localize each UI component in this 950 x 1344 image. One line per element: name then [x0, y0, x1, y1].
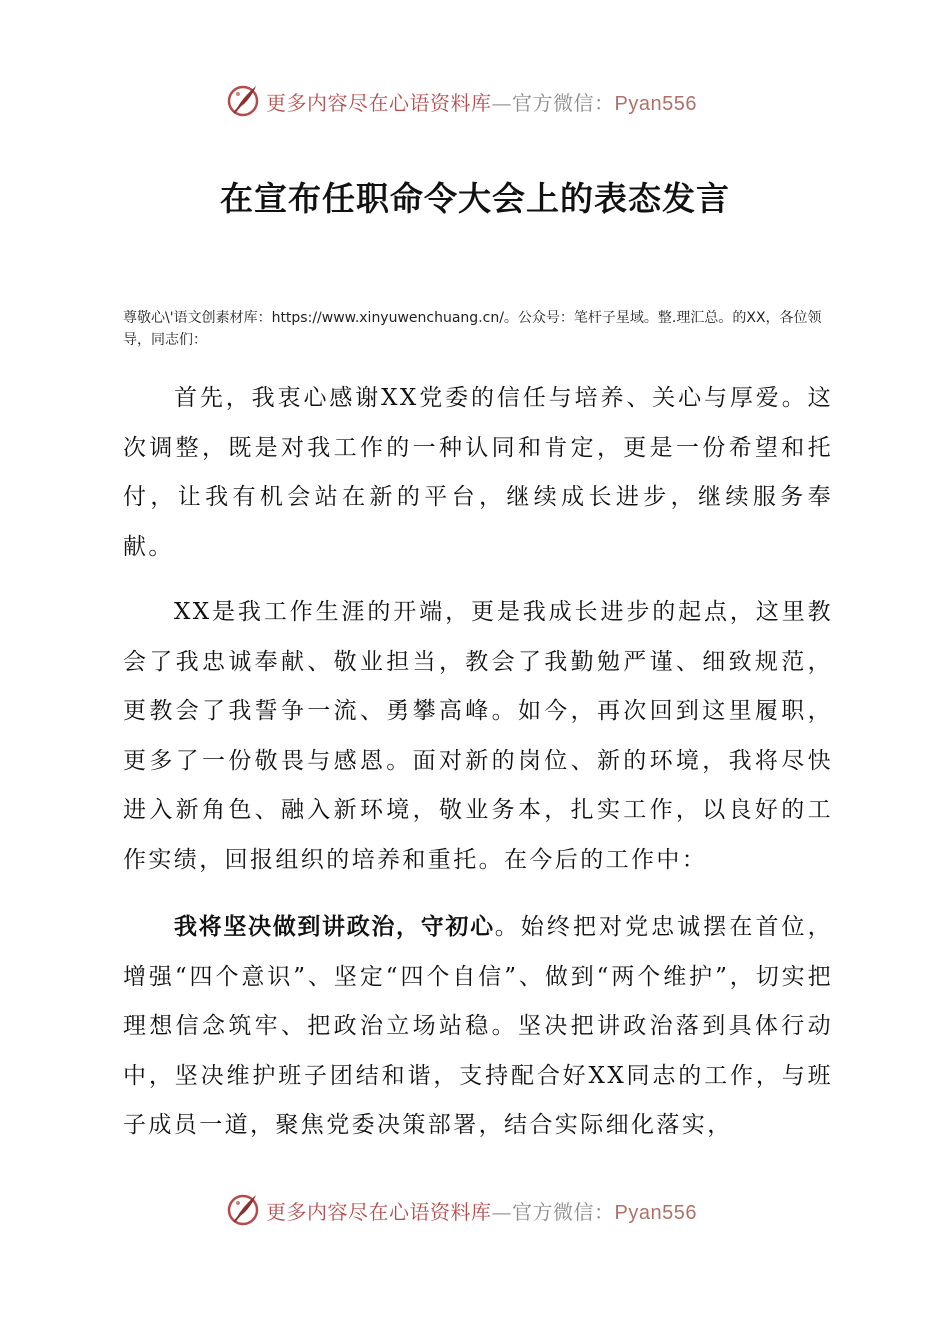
watermark-brand: 更多内容尽在心语资料库	[266, 91, 492, 115]
watermark-wechat-id: Pyan556	[614, 93, 697, 115]
footer-watermark-banner	[0, 1187, 950, 1237]
paragraph-1: 首先，我衷心感谢XX党委的信任与培养、关心与厚爱。这次调整，既是对我工作的一种认同和肯定，更是一份希望和托付，让我有机会站在新的平台，继续成长进步，继续服务奉献。	[123, 385, 833, 560]
watermark-official-label: 官方微信：	[512, 1200, 615, 1224]
watermark-brand: 更多内容尽在心语资料库	[266, 1200, 492, 1224]
watermark-text	[266, 1196, 697, 1225]
paragraph-3-text: 。始终把对党忠诚摆在首位，增强“四个意识”、坚定“四个自信”、做到“两个维护”，切实把理想信念筑牢、把政治立场站稳。坚决把讲政治落到具体行动中，坚决维护班子团结和谐，支持配合好XX同志的工作，与班子成员一道，聚焦党委决策部署，结合实际细化落实，	[123, 914, 833, 1139]
intro-line: 尊敬心\'语文创素材库：https://www.xinyuwenchuang.cn/。公众号：笔杆子星域。整.理汇总。的XX，各位领导，同志们：	[123, 310, 822, 348]
paragraph-3-bold-lead: 我将坚决做到讲政治，守初心	[174, 914, 495, 940]
watermark-dash: —	[491, 91, 512, 115]
watermark-dash: —	[491, 1200, 512, 1224]
watermark-text	[266, 87, 697, 116]
quill-pen-logo-icon	[226, 1189, 264, 1229]
paragraph-3	[123, 903, 833, 1151]
watermark-official-label: 官方微信：	[512, 91, 615, 115]
quill-pen-logo-icon	[226, 80, 264, 120]
header-watermark-banner	[0, 78, 950, 128]
document-title: 在宣布任职命令大会上的表态发言	[220, 179, 730, 218]
watermark-wechat-id: Pyan556	[614, 1202, 697, 1224]
paragraph-2: XX是我工作生涯的开端，更是我成长进步的起点，这里教会了我忠诚奉献、敬业担当，教会了我勤勉严谨、细致规范，更教会了我誓争一流、勇攀高峰。如今，再次回到这里履职，更多了一份敬畏与感恩。面对新的岗位、新的环境，我将尽快进入新角色、融入新环境，敬业务本，扎实工作，以良好的工作实绩，回报组织的培养和重托。在今后的工作中：	[123, 599, 833, 873]
